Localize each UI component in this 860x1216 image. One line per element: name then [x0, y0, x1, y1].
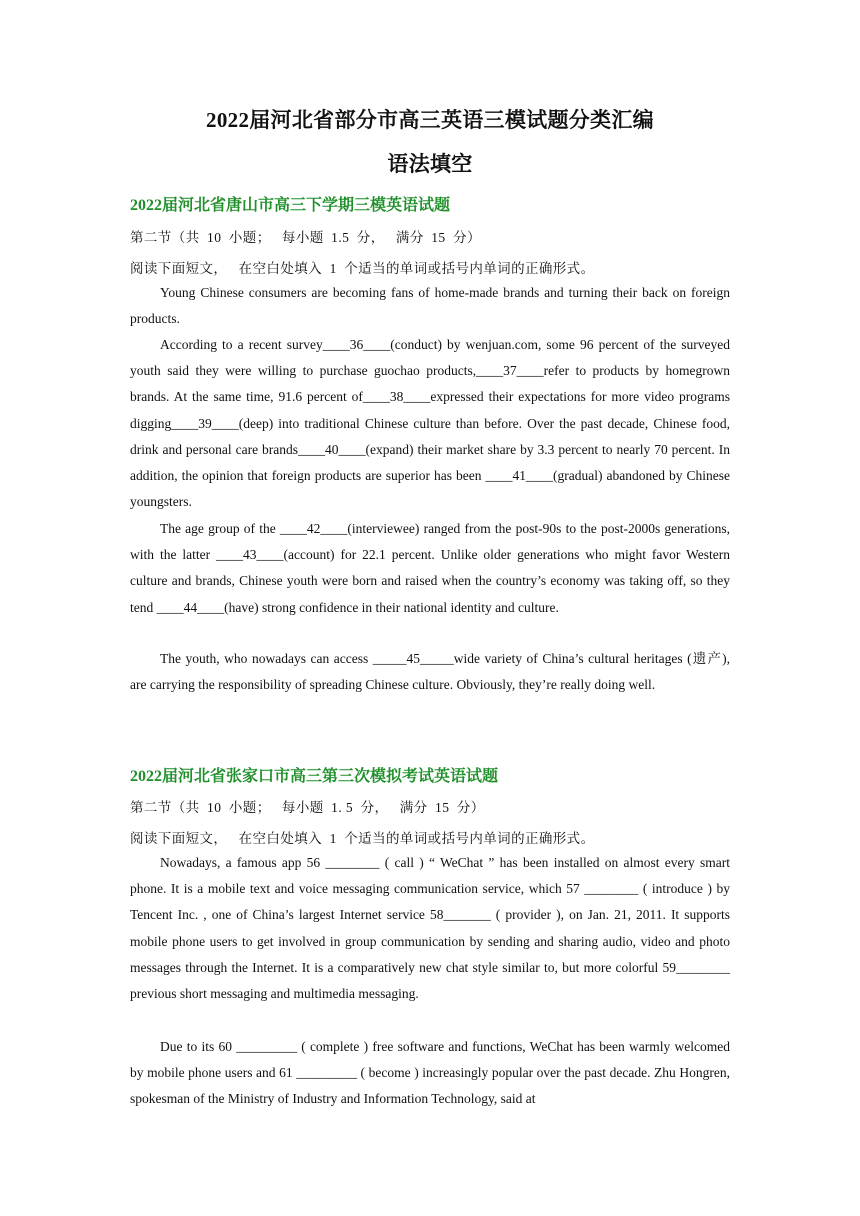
passage-paragraph: Due to its 60 _________ ( complete ) free software and functions, WeChat has been warmly welcomed by mobile phone users and 61 _________ ( become ) increasingly popular over the past decade. Zhu Hongren, spokesman of the Ministry of Industry and Information Technology, said at	[130, 1039, 730, 1107]
section-heading: 2022届河北省唐山市高三下学期三模英语试题	[130, 197, 451, 214]
section-heading: 2022届河北省张家口市高三第三次模拟考试英语试题	[130, 768, 499, 785]
passage-paragraph: The youth, who nowadays can access _____45_____wide variety of China’s cultural heritages (遗产), are carrying the responsibility of spreading Chinese culture. Obviously, they’re really doing well.	[130, 651, 730, 693]
passage-paragraph: Nowadays, a famous app 56 ________ ( call ) “ WeChat ” has been installed on almost every smart phone. It is a mobile text and voice messaging communication service, which 57 ________ ( introduce ) by Tencent Inc. , one of China’s largest Internet service 58_______ ( provider ), on Jan. 21, 2011. It supports mobile phone users to get involved in group communication by sending and sharing audio, video and photo messages through the Internet. It is a comparatively new chat style similar to, but more colorful 59________ previous short messaging and multimedia messaging.	[130, 855, 730, 1002]
instruction: 阅读下面短文， 在空白处填入 1 个适当的单词或括号内单词的正确形式。	[130, 261, 595, 276]
instruction: 阅读下面短文， 在空白处填入 1 个适当的单词或括号内单词的正确形式。	[130, 831, 595, 846]
document-subtitle: 语法填空	[387, 152, 473, 176]
part-info: 第二节（共 10 小题； 每小题 1. 5 分， 满分 15 分）	[130, 800, 485, 815]
passage-paragraph: According to a recent survey____36____(conduct) by wenjuan.com, some 96 percent of the surveyed youth said they were willing to purchase guochao products,____37____refer to products by homegrown brands. At the same time, 91.6 percent of____38____expressed their expectations for more video programs digging____39____(deep) into traditional Chinese culture than before. Over the past decade, Chinese food, drink and personal care brands____40____(expand) their market share by 3.3 percent to nearly 70 percent. In addition, the opinion that foreign products are superior has been ____41____(gradual) abandoned by Chinese youngsters.	[130, 337, 730, 510]
part-info: 第二节（共 10 小题； 每小题 1.5 分， 满分 15 分）	[130, 230, 481, 245]
document-title: 2022届河北省部分市高三英语三模试题分类汇编	[206, 108, 654, 132]
passage-paragraph: Young Chinese consumers are becoming fans of home-made brands and turning their back on foreign products.	[130, 285, 730, 327]
passage-paragraph: The age group of the ____42____(interviewee) ranged from the post-90s to the post-2000s generations, with the latter ____43____(account) for 22.1 percent. Unlike older generations who might favor Western culture and brands, Chinese youth were born and raised when the country’s economy was taking off, so they tend ____44____(have) strong confidence in their national identity and culture.	[130, 521, 730, 615]
